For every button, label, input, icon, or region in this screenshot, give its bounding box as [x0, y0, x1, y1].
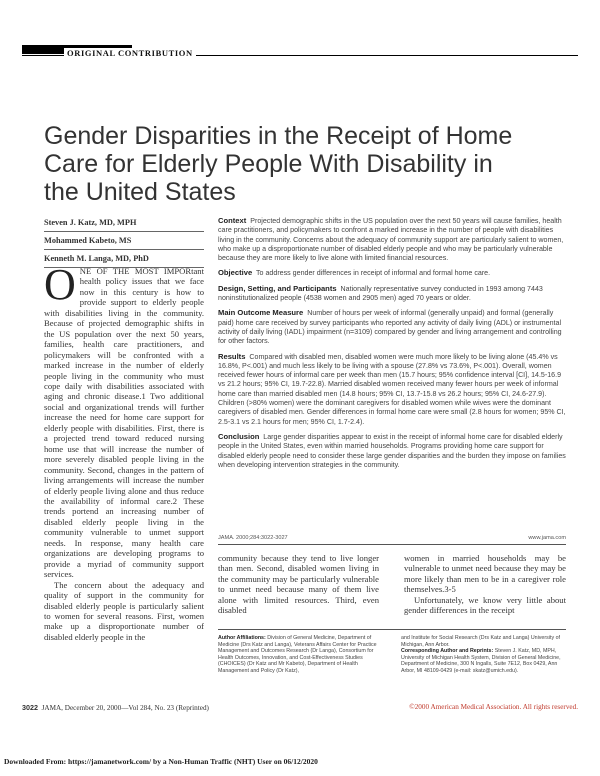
page-number: 3022 [22, 703, 38, 712]
abstract-outcome: Main Outcome Measure Number of hours per week of informal (generally unpaid) and formal (generally paid) home care received by survey participants who reported any activity of daily living (ADL) or instrumental activity of daily living (IADL) impairment (n=3109) compared by gender and living arrangement and controlling for other factors. [218, 308, 562, 346]
body-column-3 [404, 553, 566, 616]
body-paragraph: The concern about the adequacy and quality of support in the community for disabled elderly people is particularly salient to women for several reasons. First, women make up a disproportionate number of disabled elderly people in the [44, 579, 204, 642]
drop-cap: O [44, 260, 76, 309]
body-paragraph: Unfortunately, we know very little about gender differences in the receipt [404, 594, 566, 616]
body-paragraph: women in married households may be vulnerable to unmet need because they may be more likely than men to be in a caregiver role themselves.3-5 [404, 553, 566, 595]
page-footer [22, 703, 578, 712]
body-column-2 [218, 553, 379, 616]
abstract-results: Results Compared with disabled men, disabled women were much more likely to be living alone (45.4% vs 16.8%, P<.001) and much less likely to be living with a spouse (27.8% vs 73.6%, P<.001). Overall, women received fewer hours of informal care per week than men (15.7 hours; 95% confidence interval [CI], 14.5-16.9 vs 21.2 hours; 95% CI, 19.7-22.8). Married disabled women received many fewer hours per week of informal home care than married disabled men (14.8 hours; 95% CI, 13.7-15.8 vs 26.2 hours; 95% CI, 24.6-27.9). Children (>80% women) were the dominant caregivers for disabled women while wives were the dominant caregivers of disabled men. Gender differences in formal home care were small (2.8 hours for women; 95% CI, 2.5-3.1 vs 2.1 hours for men; 95% CI, 1.7-2.4). [218, 351, 566, 426]
affiliation-note: and Institute for Social Research (Drs Katz and Langa) University of Michigan, Ann Arbor. [401, 635, 560, 648]
citation: JAMA. 2000;284:3022-3027 [218, 535, 288, 541]
author-name: Steven J. Katz, MD, MPH [44, 214, 204, 232]
body-paragraph: community because they tend to live longer than men. Second, disabled women living in the community may be particularly vulnerable to unmet need because many of them live alone with limited resources. Third, even disabled [218, 553, 379, 616]
author-name: Mohammed Kabeto, MS [44, 232, 204, 250]
abstract-design: Design, Setting, and Participants Nationally representative survey conducted in 1993 among 7443 noninstitutionalized people (4538 women and 2905 men) aged 70 years or older. [218, 283, 543, 303]
abstract-objective: Objective To address gender differences in receipt of informal and formal home care. [218, 268, 491, 278]
corresponding-author: Corresponding Author and Reprints: Steven J. Katz, MD, MPH, University of Michigan Health System, Division of General Medicine, Department of Medicine, 300 N Ingalls, Suite 7E12, Box 0429, Ann Arbor, MI 48109-0429 (e-mail: skatz@umich.edu). [401, 648, 561, 674]
body-column-1 [44, 260, 204, 642]
footer-left [22, 703, 209, 712]
journal-line: JAMA, December 20, 2000—Vol 284, No. 23 (Reprinted) [41, 704, 209, 712]
author-name: Kenneth M. Langa, MD, PhD [44, 250, 204, 268]
affiliations-left: Author Affiliations: Division of General Medicine, Department of Medicine (Drs Katz and Langa), Veterans Affairs Center for Practice Management and Outcomes Research (Dr Langa), Consortium for Health Outcomes, Innovation, and Cost-Effectiveness Studies (CHOICES) (Dr Katz and Mr Kabeto), Department of Health Management and Policy (Dr Katz), [218, 635, 377, 674]
affiliations-right [401, 635, 566, 675]
abstract-conclusion: Conclusion Large gender disparities appear to exist in the receipt of informal home care for disabled elderly people in the United States, even within married households. Programs providing home care support for disabled elderly people need to consider these large gender disparities and the burden they impose on families when developing intervention strategies in the community. [218, 431, 566, 469]
copyright: ©2000 American Medical Association. All rights reserved. [409, 703, 578, 711]
citation-row [218, 535, 566, 541]
body-paragraph: ONE OF THE MOST IMPORtant health policy issues that we face now in this century is how to provide support to elderly people with disabilities living in the community. Because of projected demographic shifts in the US population over the next 50 years, families, health care practitioners, and policymakers will be confronted with a marked increase in the number of elderly people living in the community who must cope daily with disabilities associated with aging and chronic disease.1 Two additional social and organizational trends will further increase the need for home care support for elderly people with disabilities. First, there is a projected trend toward reduced nursing home use that will increase the number of more severely disabled people living in the community. Second, changes in the pattern of living arrangements will increase the number of elderly people living alone and thus reduce the availability of informal care.2 These trends portend an increasing number of disabled elderly people living in the community vulnerable to unmet support needs. In response, many health care organizations are developing programs to provide a myriad of community support services. [44, 260, 204, 580]
website-link[interactable]: www.jama.com [528, 535, 566, 541]
download-note: Downloaded From: https://jamanetwork.com/ by a Non-Human Traffic (NHT) User on 06/12/2020 [4, 757, 318, 766]
section-label: ORIGINAL CONTRIBUTION [64, 48, 196, 58]
affiliations-rule [218, 629, 566, 630]
abstract-context: Context Projected demographic shifts in the US population over the next 50 years will cause families, health care practitioners, and policymakers to confront a marked increase in the number of people with disabilities living in the community. Concerns about the adequacy of community support are particularly salient to women, who make up a disproportionate number of disabled elderly people and who may be particularly vulnerable because they are more likely to live alone with limited financial resources. [218, 216, 564, 263]
abstract [218, 216, 566, 475]
article-title: Gender Disparities in the Receipt of Home Care for Elderly People With Disability in the United States [44, 122, 513, 206]
abstract-rule [218, 544, 566, 545]
